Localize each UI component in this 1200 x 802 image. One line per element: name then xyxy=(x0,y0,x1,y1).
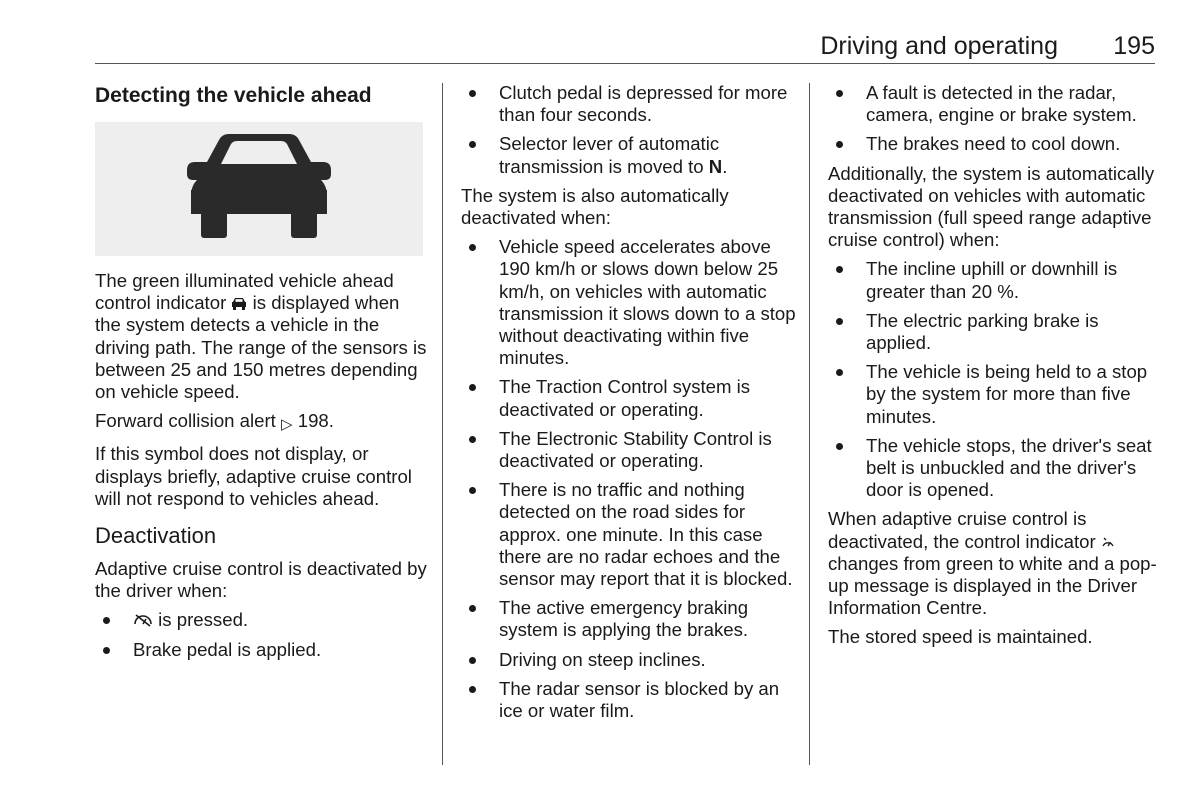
continued-deactivation-list xyxy=(461,82,796,178)
column-1 xyxy=(95,82,430,668)
page-number: 195 xyxy=(1113,32,1155,60)
cruise-cancel-icon xyxy=(133,612,153,628)
paragraph-forward-collision: Forward collision alert ▷ 198. xyxy=(95,410,430,436)
list-item: Clutch pedal is depressed for more than four seconds. xyxy=(461,82,796,126)
list-item: The electric parking brake is applied. xyxy=(828,310,1163,354)
list-item: The brakes need to cool down. xyxy=(828,133,1163,155)
column-3 xyxy=(828,82,1163,656)
automatic-deactivation-list xyxy=(461,236,796,722)
paragraph-deactivated-by-driver: Adaptive cruise control is deactivated by the driver when: xyxy=(95,558,427,602)
list-item: Driving on steep inclines. xyxy=(461,649,796,671)
paragraph-indicator: The green illuminated vehicle ahead control indicator is displayed when the system detects a vehicle in the driving path. The range of the sensors is between 25 and 150 metres depending on vehicle speed. xyxy=(95,270,427,403)
heading-detecting-vehicle: Detecting the vehicle ahead xyxy=(95,84,372,107)
column-divider-2 xyxy=(809,83,810,765)
page-reference-arrow-icon: ▷ xyxy=(281,416,293,434)
cruise-control-indicator-icon xyxy=(1101,536,1115,550)
list-item: Selector lever of automatic transmission is moved to N. xyxy=(461,133,796,177)
list-item: A fault is detected in the radar, camera, engine or brake system. xyxy=(828,82,1163,126)
list-item: The active emergency braking system is applying the brakes. xyxy=(461,597,796,641)
list-item: The radar sensor is blocked by an ice or water film. xyxy=(461,678,796,722)
list-item: is pressed. xyxy=(95,609,430,631)
list-item: Brake pedal is applied. xyxy=(95,639,430,661)
paragraph-automatic-deactivation: The system is also automatically deactivated when: xyxy=(461,184,729,229)
list-item: Vehicle speed accelerates above 190 km/h or slows down below 25 km/h, on vehicles with automatic transmission it slows down to a stop without deactivating within five minutes. xyxy=(461,236,796,369)
vehicle-ahead-small-icon xyxy=(231,297,247,311)
list-item: There is no traffic and nothing detected on the road sides for approx. one minute. In this case there are no radar echoes and the sensor may report that it is blocked. xyxy=(461,479,796,590)
paragraph-stored-speed: The stored speed is maintained. xyxy=(828,626,1093,648)
driver-deactivation-list xyxy=(95,609,430,660)
column-divider-1 xyxy=(442,83,443,765)
fault-deactivation-list xyxy=(828,82,1163,156)
list-item: The vehicle stops, the driver's seat belt is unbuckled and the driver's door is opened. xyxy=(828,435,1163,502)
heading-deactivation: Deactivation xyxy=(95,523,217,549)
paragraph-indicator-change: When adaptive cruise control is deactivated, the control indicator changes from green to white and a pop-up message is displayed in the Driver Information Centre. xyxy=(828,508,1157,619)
list-item: The vehicle is being held to a stop by the system for more than five minutes. xyxy=(828,361,1163,428)
list-item: The Electronic Stability Control is deactivated or operating. xyxy=(461,428,796,472)
list-item: The Traction Control system is deactivated or operating. xyxy=(461,376,796,420)
paragraph-additional-deactivation: Additionally, the system is automatically deactivated on vehicles with automatic transmission (full speed range adaptive cruise control) when: xyxy=(828,162,1155,251)
vehicle-ahead-icon xyxy=(179,134,339,244)
full-speed-range-list xyxy=(828,258,1163,501)
list-item: The incline uphill or downhill is greater than 20 %. xyxy=(828,258,1163,302)
header-rule xyxy=(95,63,1155,64)
vehicle-ahead-figure xyxy=(95,122,423,256)
paragraph-symbol-display: If this symbol does not display, or displays briefly, adaptive cruise control will not respond to vehicles ahead. xyxy=(95,443,412,509)
column-2 xyxy=(461,82,796,729)
section-title: Driving and operating xyxy=(820,32,1058,60)
